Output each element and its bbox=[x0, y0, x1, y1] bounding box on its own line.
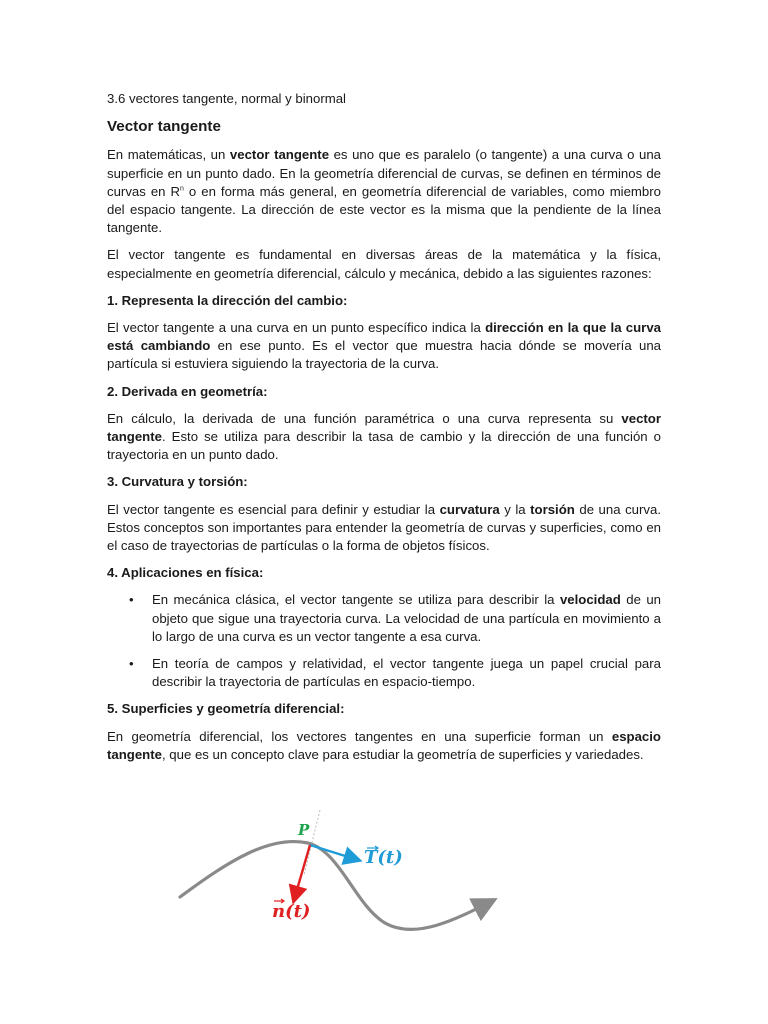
intro-paragraph: En matemáticas, un vector tangente es uno que es paralelo (o tangente) a una curva o una superficie en un punto dado. En la geometría diferencial de curvas, se definen en términos de curvas en $R^n$ o en forma más general, en geometría diferencial de variables, como miembro del espacio tangente. La dirección de este vector es la misma que la pendiente de la línea tangente. bbox=[107, 147, 661, 236]
list-item: • En teoría de campos y relatividad, el vector tangente juega un papel crucial para describir la trayectoria de partículas en espacio-tiempo. bbox=[129, 656, 661, 690]
paragraph-3: El vector tangente es esencial para definir y estudiar la curvatura y la torsión de una curva. Estos conceptos son importantes para entender la geometría de curvas y superficies, como en el caso de trayectorias de partículas o la forma de objetos físicos. bbox=[107, 501, 661, 554]
page-title: Vector tangente bbox=[107, 118, 221, 136]
paragraph-1: El vector tangente a una curva en un punto específico indica la dirección en la que la curva está cambiando en ese punto. Es el vector que muestra hacia dónde se movería una partícula si estuviera siguiendo la trayectoria de la curva. bbox=[107, 320, 661, 372]
list-item: • En mecánica clásica, el vector tangente se utiliza para describir la velocidad de un objeto que sigue una trayectoria curva. La velocidad de una partícula en movimiento a lo largo de una curva es un vector tangente a esa curva. bbox=[129, 592, 661, 644]
normal-label: n(t) bbox=[272, 901, 311, 922]
figure-svg bbox=[170, 805, 510, 940]
heading-3: 3. Curvatura y torsión: bbox=[107, 474, 248, 490]
point-label: P bbox=[298, 821, 310, 839]
paragraph-5: En geometría diferencial, los vectores tangentes en una superficie forman un espacio tangente, que es un concepto clave para estudiar la geometría de superficies y variedades. bbox=[107, 728, 661, 762]
heading-1: 1. Representa la dirección del cambio: bbox=[107, 292, 348, 308]
section-heading: 3.6 vectores tangente, normal y binormal bbox=[107, 91, 346, 106]
tangent-label: T(t) bbox=[364, 847, 403, 868]
tangent-normal-figure bbox=[170, 805, 510, 940]
bullet-icon: • bbox=[129, 656, 134, 672]
bullet-list bbox=[107, 591, 661, 691]
normal-vector bbox=[294, 845, 310, 900]
curve-path bbox=[180, 842, 492, 930]
heading-4: 4. Aplicaciones en física: bbox=[107, 565, 264, 581]
heading-5: 5. Superficies y geometría diferencial: bbox=[107, 701, 345, 717]
tangent-vector bbox=[310, 845, 358, 860]
paragraph-2: En cálculo, la derivada de una función paramétrica o una curva representa su vector tangente. Esto se utiliza para describir la tasa de cambio y la dirección de una función o trayectoria en un punto dado. bbox=[107, 410, 661, 463]
bullet-icon: • bbox=[129, 592, 134, 608]
intro-paragraph-2: El vector tangente es fundamental en diversas áreas de la matemática y la física, especialmente en geometría diferencial, cálculo y mecánica, debido a las siguientes razones: bbox=[107, 247, 661, 281]
document-page bbox=[107, 90, 661, 773]
heading-2: 2. Derivada en geometría: bbox=[107, 383, 268, 399]
